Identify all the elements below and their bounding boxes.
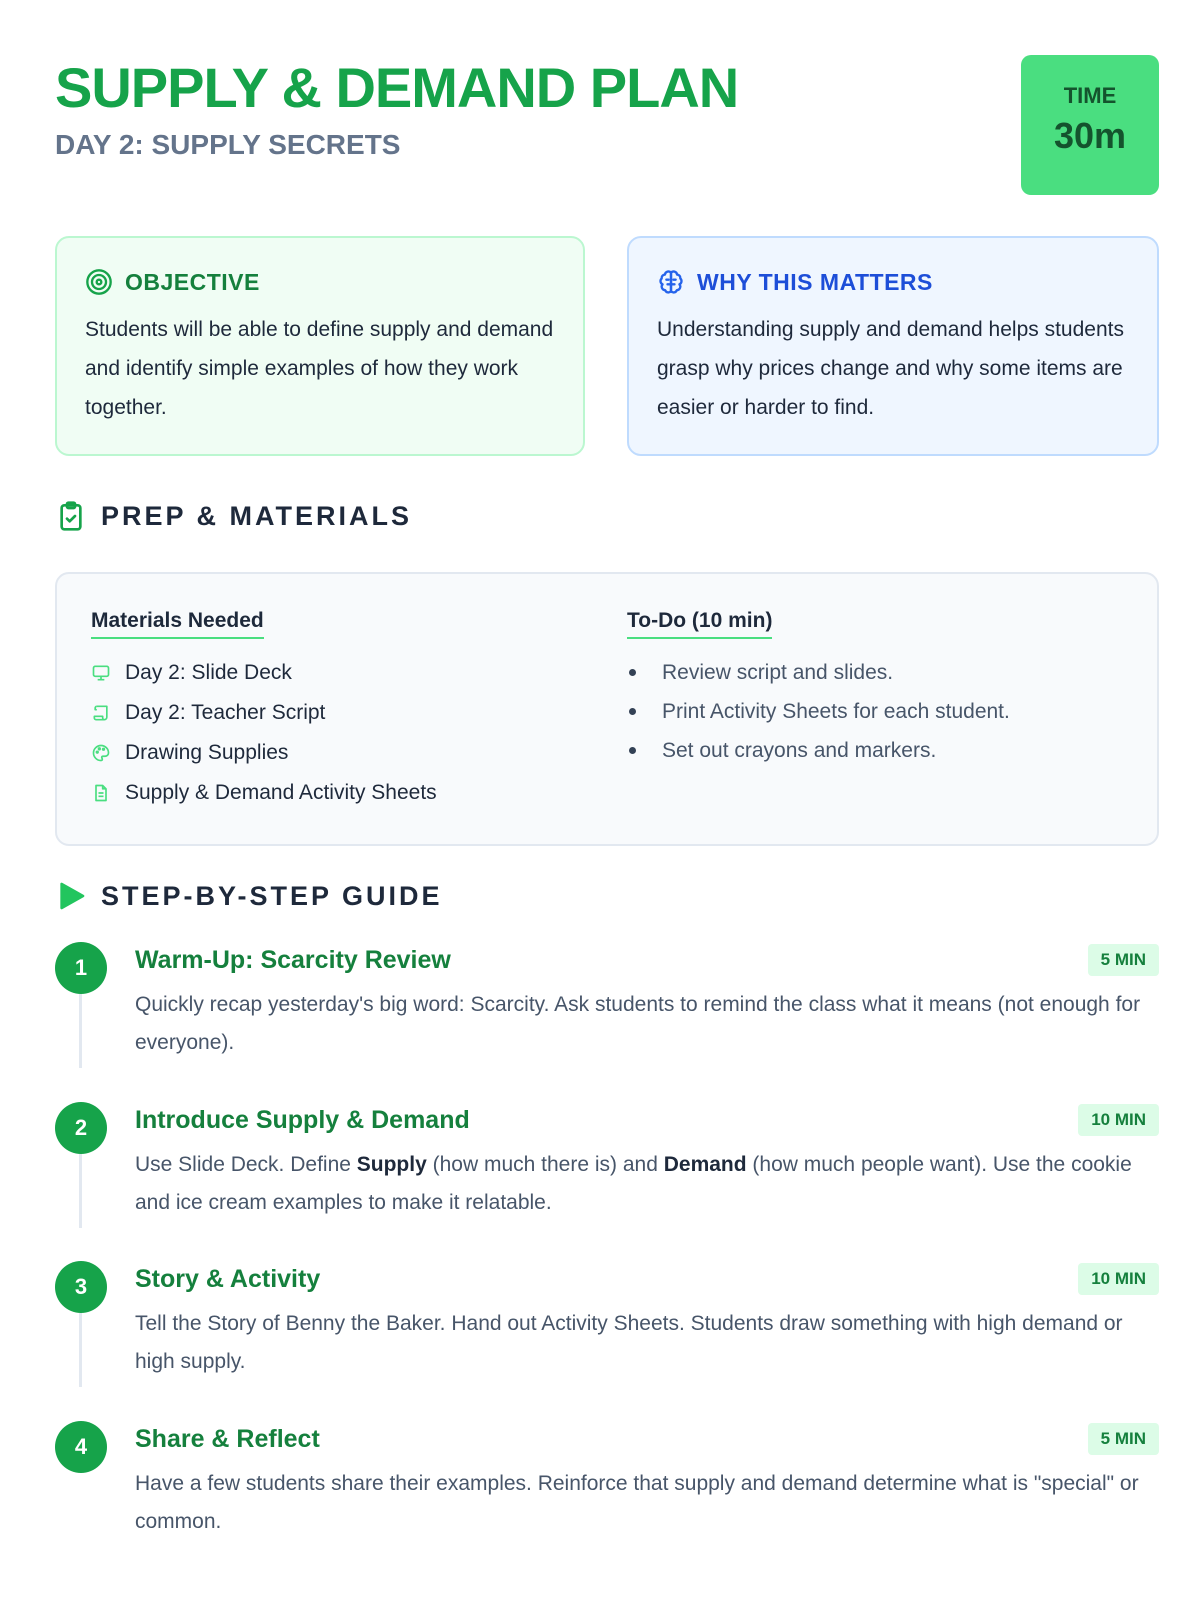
- list-item: [91, 653, 561, 693]
- material-label: Drawing Supplies: [125, 741, 289, 764]
- desc-text: (how much people want). Use the cookie and ice cream examples to make it relatable.: [135, 1153, 1132, 1214]
- todo-title: To-Do (10 min): [627, 608, 772, 639]
- time-badge: [1021, 55, 1159, 195]
- material-label: Day 2: Slide Deck: [125, 661, 292, 684]
- material-label: Day 2: Teacher Script: [125, 701, 326, 724]
- objective-header: [85, 266, 555, 298]
- objective-title: OBJECTIVE: [125, 268, 260, 295]
- header: [55, 55, 1155, 195]
- step-description: Quickly recap yesterday's big word: Scarcity. Ask students to remind the class what it means (not enough for everyone).: [135, 993, 1141, 1054]
- why-header: [657, 266, 1129, 298]
- step-number: 1: [55, 942, 107, 994]
- duration-badge: 5 MIN: [1088, 944, 1159, 976]
- duration-badge: 10 MIN: [1078, 1263, 1159, 1295]
- materials-list: [91, 653, 561, 813]
- desc-text: (how much there is) and: [426, 1153, 664, 1176]
- step-number: 2: [55, 1102, 107, 1154]
- list-item: [91, 773, 561, 813]
- step-description: [135, 1146, 1159, 1222]
- why-card: [627, 236, 1159, 456]
- timeline-connector: [79, 1313, 82, 1387]
- target-icon: [85, 268, 113, 296]
- guide-section-header: [55, 876, 443, 916]
- clipboard-check-icon: [55, 500, 87, 532]
- brain-icon: [657, 268, 685, 296]
- duration-badge: 10 MIN: [1078, 1104, 1159, 1136]
- time-label: TIME: [1063, 83, 1117, 108]
- page-subtitle: DAY 2: SUPPLY SECRETS: [55, 129, 401, 160]
- todo-text: Print Activity Sheets for each student.: [662, 699, 1010, 723]
- objective-card: [55, 236, 585, 456]
- todo-list: [627, 653, 1127, 770]
- step-title: Share & Reflect: [135, 1425, 320, 1453]
- document-icon: [91, 783, 111, 803]
- monitor-icon: [91, 663, 111, 683]
- materials-title: Materials Needed: [91, 608, 264, 639]
- page-title: SUPPLY & DEMAND PLAN: [55, 56, 739, 119]
- todo-column: [627, 608, 1127, 770]
- todo-text: Set out crayons and markers.: [662, 738, 937, 762]
- list-item: [627, 653, 1127, 692]
- step-description: Have a few students share their examples. Reinforce that supply and demand determine what is "special" or common.: [135, 1472, 1139, 1533]
- prep-box: [55, 572, 1159, 846]
- bullet-icon: [629, 708, 636, 715]
- prep-section-title: PREP & MATERIALS: [101, 500, 413, 531]
- step-number: 4: [55, 1421, 107, 1473]
- prep-section-header: [55, 496, 412, 536]
- lesson-plan-page: [55, 0, 1155, 1600]
- bullet-icon: [629, 669, 636, 676]
- todo-text: Review script and slides.: [662, 660, 894, 684]
- why-text: Understanding supply and demand helps students grasp why prices change and why some items are easier or harder to find.: [657, 318, 1124, 419]
- list-item: [627, 692, 1127, 731]
- step-title: Warm-Up: Scarcity Review: [135, 946, 451, 974]
- term-demand: Demand: [663, 1153, 747, 1176]
- timeline-connector: [79, 994, 82, 1068]
- scroll-icon: [91, 703, 111, 723]
- palette-icon: [91, 743, 111, 763]
- bullet-icon: [629, 747, 636, 754]
- step-number: 3: [55, 1261, 107, 1313]
- objective-text: Students will be able to define supply and demand and identify simple examples of how they work together.: [85, 318, 554, 419]
- list-item: [91, 733, 561, 773]
- time-value: 30m: [1053, 115, 1127, 156]
- list-item: [627, 731, 1127, 770]
- desc-text: Use Slide Deck. Define: [135, 1153, 357, 1176]
- step-title: Introduce Supply & Demand: [135, 1106, 470, 1134]
- step-description: Tell the Story of Benny the Baker. Hand out Activity Sheets. Students draw something with high demand or high supply.: [135, 1312, 1123, 1373]
- timeline-connector: [79, 1154, 82, 1228]
- duration-badge: 5 MIN: [1088, 1423, 1159, 1455]
- materials-column: [91, 608, 561, 813]
- step-title: Story & Activity: [135, 1265, 321, 1293]
- play-icon: [55, 880, 87, 912]
- list-item: [91, 693, 561, 733]
- why-title: WHY THIS MATTERS: [697, 268, 933, 295]
- term-supply: Supply: [356, 1153, 427, 1176]
- guide-section-title: STEP-BY-STEP GUIDE: [101, 880, 443, 911]
- material-label: Supply & Demand Activity Sheets: [125, 781, 437, 804]
